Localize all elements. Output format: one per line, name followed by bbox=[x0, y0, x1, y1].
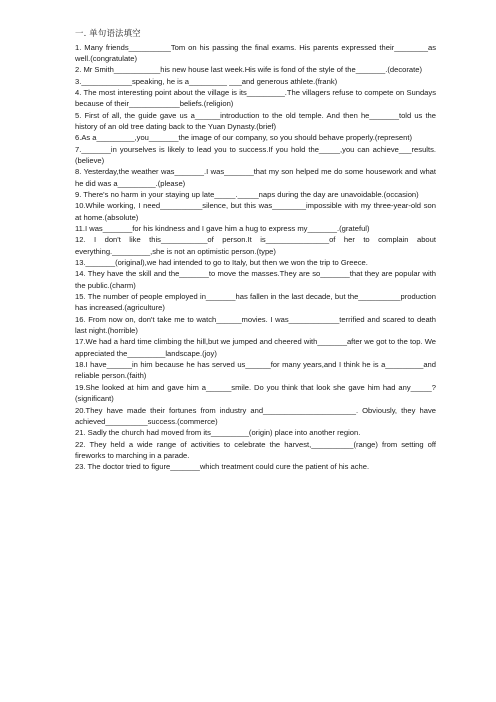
exercise-item-3: 3.____________speaking, he is a_________ ___and generous athlete.(frank) bbox=[75, 76, 338, 86]
exercise-item-18: 18.I have______in him because he has served us______for many years,and I think he is a_________and reliable person.(faith) bbox=[75, 360, 436, 381]
exercise-item-9: 9. There's no harm in your staying up late_____._____naps during the day are unavoidable.(occasion) bbox=[75, 189, 419, 199]
exercise-list bbox=[75, 42, 436, 473]
exercise-item-16: 16. From now on, don't take me to watch______movies. I was____________terrified and scared to death last night.(horrible) bbox=[75, 314, 436, 336]
exercise-item-22: 22. They held a wide range of activities to celebrate the harvest,__________(range) from setting off fireworks to marching in a parade. bbox=[75, 439, 436, 460]
exercise-item-23: 23. The doctor tried to figure_______which treatment could cure the patient of his ache. bbox=[75, 462, 370, 472]
exercise-item-8: 8. Yesterday,the weather was_______.I was_______that my son helped me do some housework and what he did was a_________.(please) bbox=[75, 167, 436, 188]
exercise-item-21: 21. Sadly the church had moved from its_________(origin) place into another region. bbox=[75, 428, 361, 438]
exercise-item-5: 5. First of all, the guide gave us a______introduction to the old temple. And then he_______told us the history of an old tree dating back to the Yuan Dynasty.(brief) bbox=[75, 110, 436, 131]
exercise-item-14: 14. They have the skill and the_______to move the masses.They are so_______that they are popular with the public.(charm) bbox=[75, 269, 436, 290]
exercise-item-7: 7._______in yourselves is likely to lead you to success.If you hold the_____,you can achieve___results.(believe) bbox=[75, 144, 436, 165]
exercise-item-17: 17.We had a hard time climbing the hill,but we jumped and cheered with_______after we got to the top. We appreciated the_________landscape.(joy) bbox=[75, 337, 436, 358]
exercise-item-2: 2. Mr Smith___________his new house last week.His wife is fond of the style of the_______.(decorate) bbox=[75, 65, 422, 75]
exercise-item-11: 11.I was_______for his kindness and I gave him a hug to express my_______.(grateful) bbox=[75, 224, 370, 233]
exercise-item-15: 15. The number of people employed in_______has fallen in the last decade, but the__________production has increased.(agriculture) bbox=[75, 292, 436, 313]
exercise-item-10: 10.While working, I need__________silence, but this was________impossible with my three-year-old son at home.(absolute) bbox=[75, 201, 436, 222]
exercise-item-20: 20.They have made their fortunes from industry and______________________. Obviously, they have achieved__________success.(commerce) bbox=[75, 405, 436, 426]
exercise-item-6: 6.As a_________,you_______the image of our company, so you should behave properly.(represent) bbox=[75, 133, 413, 143]
exercise-item-13: 13._______(original),we had intended to go to Italy, but then we won the trip to Greece. bbox=[75, 258, 368, 268]
exercise-item-4: 4. The most interesting point about the village is its_________.The villagers refuse to compete on Sundays because of their____________beliefs.(religion) bbox=[75, 87, 436, 109]
exercise-item-1: 1. Many friends__________Tom on his passing the final exams. His parents expressed their________as well.(congratulate) bbox=[75, 42, 436, 63]
exercise-item-19: 19.She looked at him and gave him a______smile. Do you think that look she gave him had any_____?(significant) bbox=[75, 382, 436, 404]
exercise-item-12: 12. I don't like this___________of person.It is_______________of her to complain about everything._________,she is not an optimistic person.(type) bbox=[75, 235, 436, 256]
section-title: 一. 单句语法填空 bbox=[75, 28, 141, 38]
